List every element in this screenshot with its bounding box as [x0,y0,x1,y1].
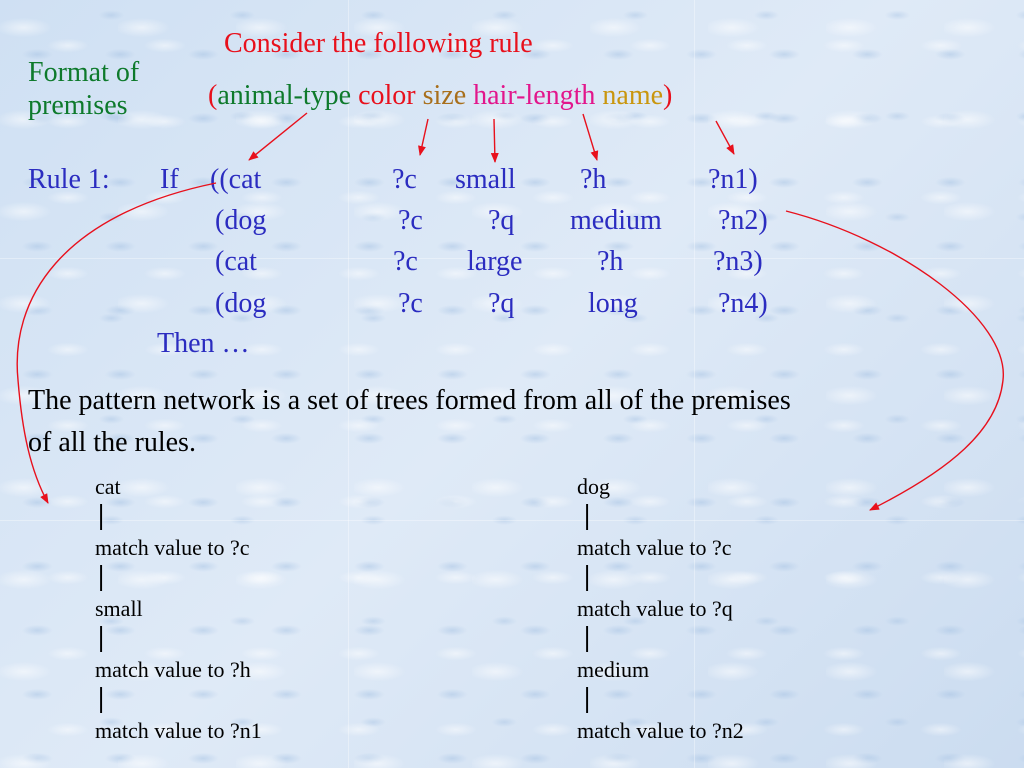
cat-tree-node-2: match value to ?c [95,535,250,560]
pattern-field-animal-type: animal-type [217,80,352,111]
cat-tree-connector: | [98,622,105,653]
arrow-dog-premise-to-tree [786,211,1003,510]
dog-tree-connector: | [584,500,591,531]
dog-tree-connector: | [584,683,591,714]
arrow-size [494,119,495,162]
premise-4-name: ?n4) [718,288,768,319]
premise-2-color: ?c [398,205,423,236]
arrow-name [716,121,734,154]
cat-tree-connector: | [98,683,105,714]
explanation-line-2: of all the rules. [28,427,196,458]
arrow-hair-length [583,114,597,160]
dog-tree-connector: | [584,561,591,592]
premise-3-size: large [467,246,523,277]
premise-1-animal: ((cat [210,164,262,195]
dog-tree-node-5: match value to ?n2 [577,718,744,743]
premise-4-color: ?c [398,288,423,319]
arrow-cat-premise-to-tree [17,183,216,503]
rule-then: Then … [157,328,250,359]
pattern-field-name: name [602,80,664,111]
premise-3-name: ?n3) [713,246,763,277]
cat-tree-node-1: cat [95,474,121,499]
format-label-line: Format of [28,57,140,88]
premise-2-size: ?q [488,205,515,236]
rule-label: Rule 1: [28,164,110,195]
cat-tree-node-5: match value to ?n1 [95,718,262,743]
cat-tree-connector: | [98,500,105,531]
dog-tree-node-4: medium [577,657,650,682]
cat-tree-node-4: match value to ?h [95,657,251,682]
premise-1-color: ?c [392,164,417,195]
slide-title: Consider the following rule [224,28,533,59]
premise-1-name: ?n1) [708,164,758,195]
pattern-close-paren: ) [663,80,673,111]
cat-tree-node-3: small [95,596,143,621]
rule-if-keyword: If [160,164,179,195]
premise-2-name: ?n2) [718,205,768,236]
premise-3-hair: ?h [597,246,624,277]
pattern-field-size: size [422,80,467,111]
dog-tree-node-1: dog [577,474,610,499]
premise-2-hair: medium [570,205,662,236]
cat-tree-connector: | [98,561,105,592]
premise-1-size: small [455,164,516,195]
arrow-color [420,119,428,155]
premise-4-animal: (dog [215,288,267,319]
pattern-open-paren: ( [208,80,218,111]
format-label-line: premises [28,90,128,121]
premise-1-hair: ?h [580,164,607,195]
arrow-animal-type [249,113,307,160]
premise-4-size: ?q [488,288,515,319]
pattern-field-hair-length: hair-length [473,80,596,111]
pattern-field-color: color [358,80,416,111]
dog-tree-node-2: match value to ?c [577,535,732,560]
dog-tree-connector: | [584,622,591,653]
explanation-line-1: The pattern network is a set of trees formed from all of the premises [28,385,791,416]
dog-tree-node-3: match value to ?q [577,596,733,621]
premise-3-animal: (cat [215,246,257,277]
premise-2-animal: (dog [215,205,267,236]
premise-3-color: ?c [393,246,418,277]
premise-4-hair: long [588,288,638,319]
